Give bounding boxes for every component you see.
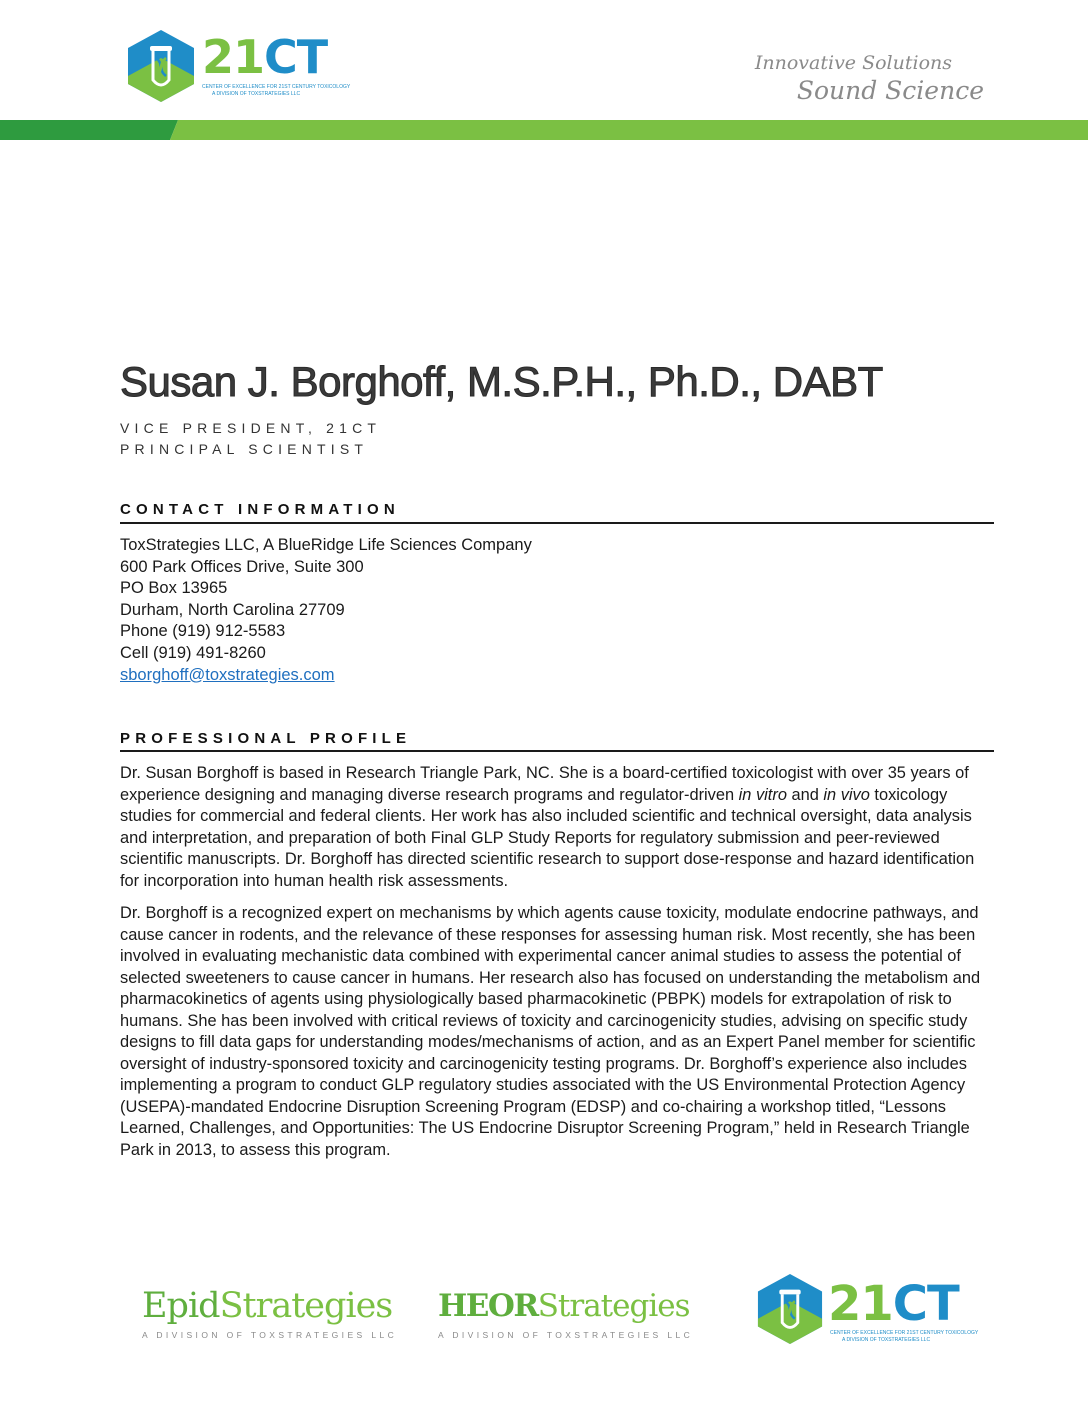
profile-paragraph: Dr. Borghoff is a recognized expert on mechanisms by which agents cause toxicity, modulate endocrine pathways, and cause cancer in rodents, and the relevance of these responses for assessing human risk. Most recently, she has been involved in evaluating mechanistic data combined with experimental cancer animal studies to assess the potential of selected sweeteners to cause cancer in humans. Her research also has focused on understanding the metabolism and pharmacokinetics of agents using physiologically based pharmacokinetic (PBPK) models for extrapolation of risk to humans. She has been involved with critical reviews of toxicity and carcinogenicity studies, advising on specific study designs to fill data gaps for understanding modes/mechanisms of action, and as an Expert Panel member for scientific oversight of industry-sponsored toxicity and carcinogenicity testing programs. Dr. Borghoff’s experience also includes implementing a program to conduct GLP regulatory studies associated with the US Environmental Protection Agency (USEPA)-mandated Endocrine Disruption Screening Program (EDSP) and co-chairing a workshop titled, “Lessons Learned, Challenges, and Opportunities: The US Endocrine Disruptor Screening Program,” held in Research Triangle Park in 2013, to assess this program. xyxy=(120,904,981,1159)
header-color-bar xyxy=(0,120,1088,140)
contact-address: 600 Park Offices Drive, Suite 300 xyxy=(120,557,364,576)
job-title: PRINCIPAL SCIENTIST xyxy=(120,441,369,457)
21ct-logo xyxy=(126,28,351,104)
logo-subline: A DIVISION OF TOXSTRATEGIES LLC xyxy=(842,1337,931,1343)
hexagon-flask-icon xyxy=(756,1270,824,1348)
contact-phone: Phone (919) 912-5583 xyxy=(120,622,286,641)
job-title: VICE PRESIDENT, 21CT xyxy=(120,420,382,436)
contact-cell: Cell (919) 491-8260 xyxy=(120,643,266,662)
hexagon-flask-icon xyxy=(126,28,196,104)
epidstrategies-logo: EpidStrategies A DIVISION OF TOXSTRATEGIES LLC xyxy=(142,1286,398,1340)
logo-wordmark: 21CT xyxy=(202,30,328,84)
person-name: Susan J. Borghoff, M.S.P.H., Ph.D., DABT xyxy=(120,358,883,405)
division-label: A DIVISION OF TOXSTRATEGIES LLC xyxy=(438,1330,694,1340)
contact-company: ToxStrategies LLC, A BlueRidge Life Sciences Company xyxy=(120,536,532,554)
contact-city: Durham, North Carolina 27709 xyxy=(120,600,345,619)
section-divider xyxy=(120,522,994,524)
email-link[interactable]: sborghoff@toxstrategies.com xyxy=(120,665,335,684)
section-divider xyxy=(120,750,994,752)
profile-heading: PROFESSIONAL PROFILE xyxy=(120,730,412,747)
division-label: A DIVISION OF TOXSTRATEGIES LLC xyxy=(142,1330,398,1340)
21ct-logo-footer xyxy=(756,1270,979,1350)
heorstrategies-logo: HEORStrategies A DIVISION OF TOXSTRATEGIES LLC xyxy=(438,1288,694,1340)
contact-po-box: PO Box 13965 xyxy=(120,579,228,598)
logo-subline: CENTER OF EXCELLENCE FOR 21ST CENTURY TOXICOLOGY xyxy=(830,1330,979,1336)
logo-subline: A DIVISION OF TOXSTRATEGIES LLC xyxy=(212,91,301,97)
contact-heading: CONTACT INFORMATION xyxy=(120,501,400,518)
logo-subline: CENTER OF EXCELLENCE FOR 21ST CENTURY TOXICOLOGY xyxy=(202,84,351,90)
tagline-sound-science: Sound Science xyxy=(796,76,984,105)
contact-block xyxy=(120,535,532,686)
profile-paragraph: Dr. Susan Borghoff is based in Research Triangle Park, NC. She is a board-certified toxicologist with over 35 years of experience designing and managing diverse research programs and regulator-driven in vitro and in vivo toxicology studies for commercial and federal clients. Her work has also included scientific and technical oversight, data analysis and interpretation, and preparation of both Final GLP Study Reports for regulatory submission and peer-reviewed scientific manuscripts. Dr. Borghoff has directed scientific research to support dose-response and hazard identification for incorporation into human health risk assessments. xyxy=(120,764,975,890)
tagline-innovative: Innovative Solutions xyxy=(754,52,952,74)
logo-wordmark: 21CT xyxy=(828,1276,959,1332)
